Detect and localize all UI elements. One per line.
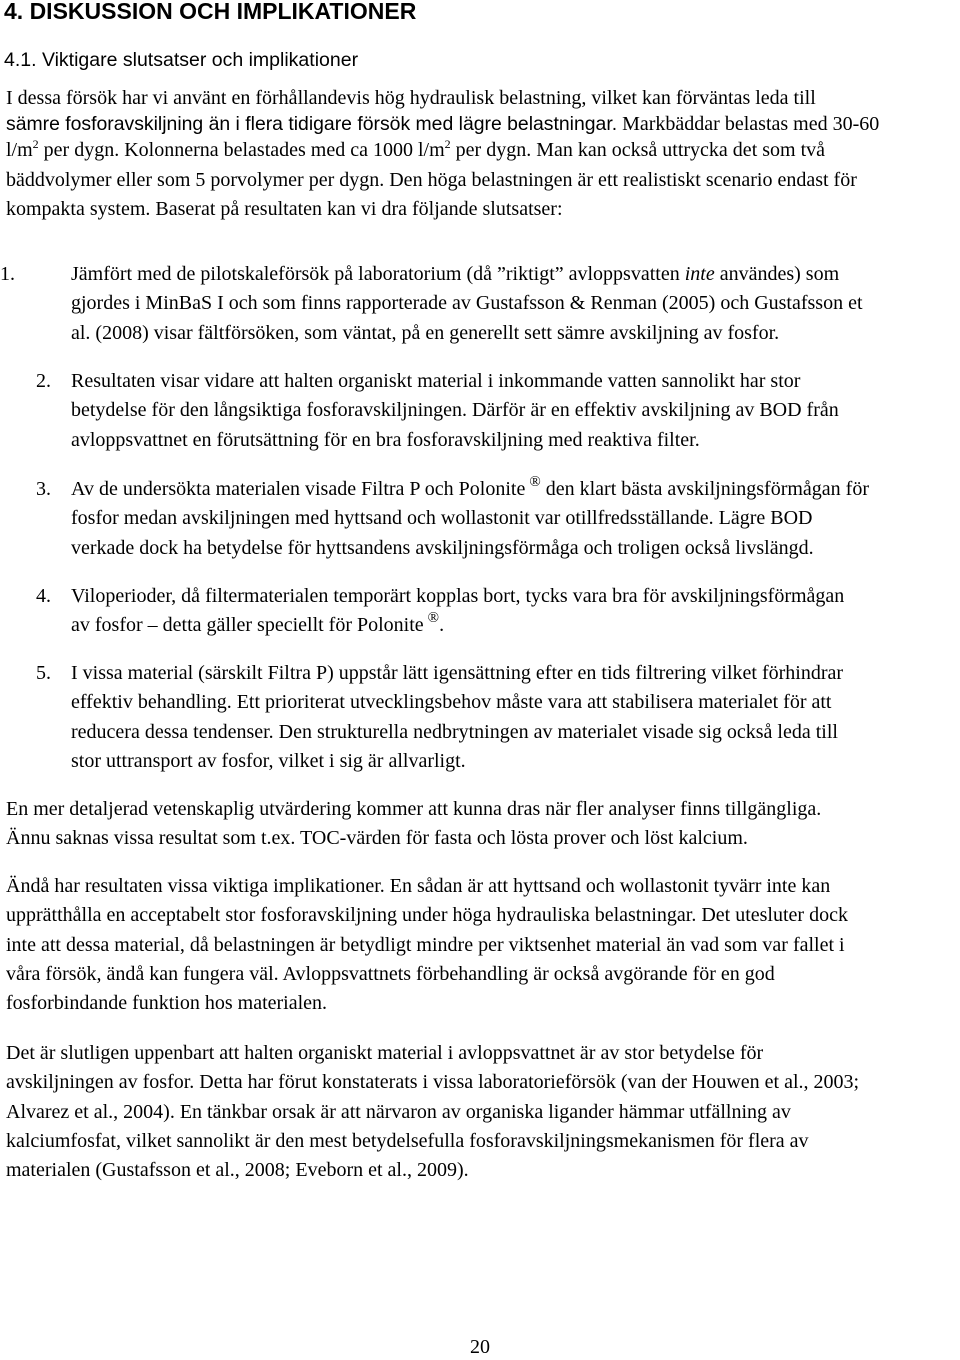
superscript: 2 xyxy=(444,136,451,151)
superscript: 2 xyxy=(32,136,39,151)
subsection-heading: 4.1. Viktigare slutsatser och implikationer xyxy=(4,49,359,71)
text-segment: användes) som xyxy=(714,263,840,285)
text-line xyxy=(6,113,951,136)
text-line: våra försök, ändå kan fungera väl. Avloppsvattnets förbehandling är också avgörande för en god xyxy=(6,962,775,985)
text-line: I dessa försök har vi använt en förhållandevis hög hydraulisk belastning, vilket kan förväntas leda till xyxy=(6,87,816,109)
item-number: 2. xyxy=(36,370,51,392)
text-line: Resultaten visar vidare att halten organiskt material i inkommande vatten sannolikt har stor xyxy=(71,370,801,392)
text-line: avskiljningen av fosfor. Detta har förut konstaterats i vissa laboratorieförsök (van der Houwen et al., 2003; xyxy=(6,1071,860,1094)
text-line xyxy=(71,260,951,289)
paragraph xyxy=(6,1039,951,1185)
text-segment: Markbäddar belastas med 30-60 xyxy=(617,113,880,136)
text-line xyxy=(6,136,951,165)
text-segment: sämre fosforavskiljning än i flera tidigare försök med lägre belastningar. xyxy=(6,113,618,136)
text-line: Det är slutligen uppenbart att halten organiskt material i avloppsvattnet är av stor betydelse för xyxy=(6,1042,764,1064)
text-line: bäddvolymer eller som 5 porvolymer per dygn. Den höga belastningen är ett realistiskt scenario endast för xyxy=(6,168,857,191)
text-line: Viloperioder, då filtermaterialen temporärt kopplas bort, tycks vara bra för avskiljningsförmågan xyxy=(71,585,845,607)
page-number: 20 xyxy=(470,1336,490,1358)
text-line: betydelse för den långsiktiga fosforavskiljningen. Därför är en effektiv avskiljning av BOD från xyxy=(71,399,839,422)
item-number: 1. xyxy=(0,263,15,285)
text-line: al. (2008) visar fältförsöken, som väntat, på en generellt sett sämre avskiljning av fosfor. xyxy=(71,321,780,344)
emphasis-text: inte xyxy=(684,263,715,285)
paragraph xyxy=(6,872,951,1018)
section-heading: 4. DISKUSSION OCH IMPLIKATIONER xyxy=(4,0,417,24)
text-line: kalciumfosfat, vilket sannolikt är den mest betydelsefulla fosforavskiljningsmekanismen för flera av xyxy=(6,1129,809,1152)
item-text xyxy=(71,582,951,641)
text-segment: den klart bästa avskiljningsförmågan för xyxy=(540,478,869,500)
item-number: 4. xyxy=(36,585,51,607)
text-line: effektiv behandling. Ett prioriterat utvecklingsbehov måste vara att stabilisera materialet för att xyxy=(71,691,832,714)
item-text xyxy=(71,659,951,776)
item-number: 3. xyxy=(36,478,51,500)
text-line: En mer detaljerad vetenskaplig utvärdering kommer att kunna dras när fler analyser finns tillgängliga. xyxy=(6,798,822,820)
text-segment: Av de undersökta materialen visade Filtra P och Polonite xyxy=(71,478,526,500)
intro-paragraph xyxy=(6,84,951,224)
text-segment: l/m xyxy=(6,139,33,162)
text-line: Ännu saknas vissa resultat som t.ex. TOC-värden för fasta och lösta prover och löst kalcium. xyxy=(6,827,748,850)
text-line xyxy=(71,611,951,640)
text-line: Ändå har resultaten vissa viktiga implikationer. En sådan är att hyttsand och wollastonit tyvärr inte kan xyxy=(6,875,831,897)
text-line: avloppsvattnet en förutsättning för en bra fosforavskiljning med reaktiva filter. xyxy=(71,428,700,451)
text-segment: per dygn. Man kan också uttrycka det som två xyxy=(450,139,826,162)
text-line: inte att dessa material, då belastningen är betydligt mindre per viktsenhet material än vad som var fallet i xyxy=(6,933,845,956)
text-line: I vissa material (särskilt Filtra P) uppstår lätt igensättning efter en tids filtrering vilket förhindrar xyxy=(71,662,844,684)
text-line: fosfor medan avskiljningen med hyttsand och wollastonit var otillfredsställande. Lägre BOD xyxy=(71,507,813,530)
text-segment: av fosfor – detta gäller speciellt för Polonite xyxy=(71,614,424,637)
text-segment: per dygn. Kolonnerna belastades med ca 1000 l/m xyxy=(38,139,445,162)
item-text xyxy=(71,475,951,563)
text-line: stor uttransport av fosfor, vilket i sig är allvarligt. xyxy=(71,749,466,772)
text-line: verkade dock ha betydelse för hyttsandens avskiljningsförmåga och troligen också livslängd. xyxy=(71,536,814,559)
item-number: 5. xyxy=(36,662,51,684)
text-segment: . xyxy=(439,614,445,637)
text-line: reducera dessa tendenser. Den strukturella nedbrytningen av materialet visade sig också leda till xyxy=(71,720,838,743)
text-line: upprätthålla en acceptabelt stor fosforavskiljning under höga hydrauliska belastningar. Det utesluter dock xyxy=(6,904,848,927)
item-text xyxy=(71,260,951,348)
text-line: gjordes i MinBaS I och som finns rapporterade av Gustafsson & Renman (2005) och Gustafsson et xyxy=(71,292,863,315)
text-segment: Jämfört med de pilotskaleförsök på laboratorium (då ”riktigt” avloppsvatten xyxy=(71,263,685,285)
text-line: fosforbindande funktion hos materialen. xyxy=(6,992,328,1015)
registered-mark: ® xyxy=(529,474,541,490)
text-line: kompakta system. Baserat på resultaten kan vi dra följande slutsatser: xyxy=(6,197,563,220)
text-line: materialen (Gustafsson et al., 2008; Eveborn et al., 2009). xyxy=(6,1159,469,1182)
text-line: Alvarez et al., 2004). En tänkbar orsak är att närvaron av organiska ligander hämmar utfällning av xyxy=(6,1100,791,1123)
paragraph xyxy=(6,795,951,854)
item-text xyxy=(71,367,951,455)
registered-mark: ® xyxy=(427,610,440,627)
text-line xyxy=(71,475,951,504)
